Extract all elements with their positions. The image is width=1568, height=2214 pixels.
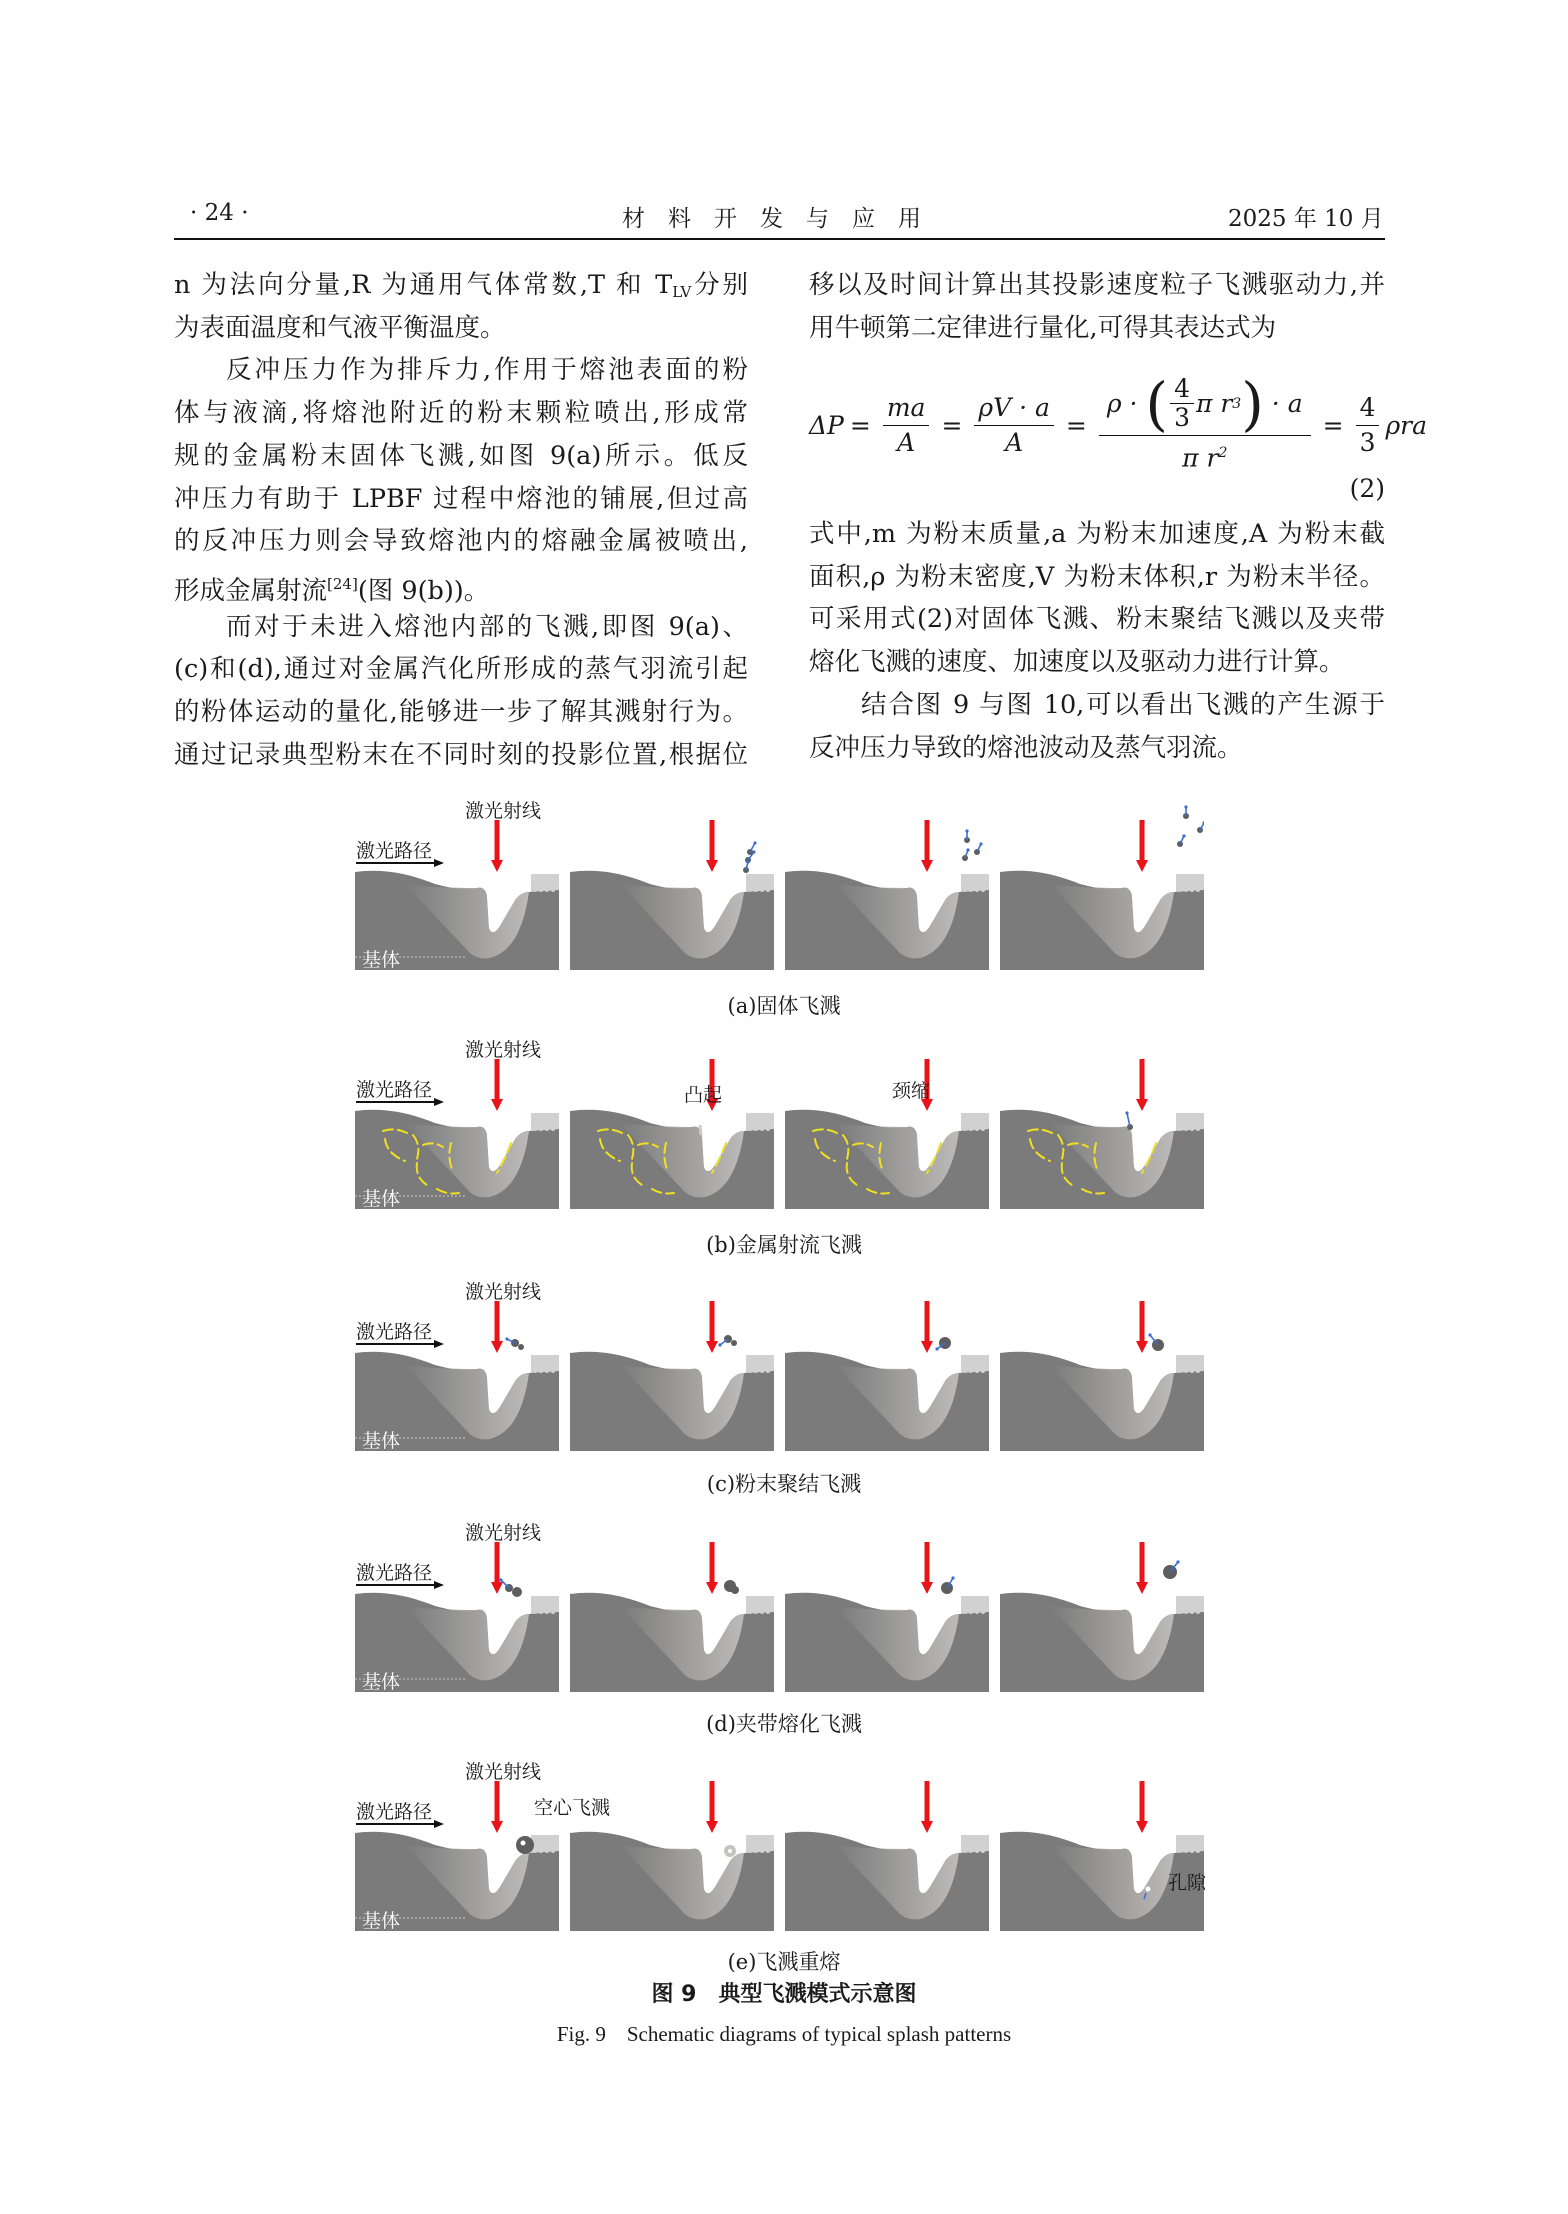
exponent: 2 xyxy=(1218,444,1228,461)
arrow-head xyxy=(434,1340,444,1348)
laser-beam xyxy=(925,1542,930,1584)
arrow-head xyxy=(434,1581,444,1589)
fraction-4 xyxy=(1356,391,1380,460)
panel-4-1 xyxy=(570,1761,774,1931)
page-number: · 24 · xyxy=(190,200,249,226)
velocity-arrow-head xyxy=(1148,1333,1151,1336)
laser-arrow-head xyxy=(1136,1099,1148,1111)
substrate-label: 基体 xyxy=(362,1188,401,1210)
laser-arrow-head xyxy=(1136,860,1148,872)
velocity-arrow-head xyxy=(499,1578,502,1581)
text-line xyxy=(809,267,1385,303)
powder-bed xyxy=(1176,1596,1204,1614)
arrow-head xyxy=(434,1820,444,1828)
panel-4-3 xyxy=(1000,1761,1207,1931)
issue-date: 2025 年 10 月 xyxy=(1228,206,1384,232)
velocity-arrow-head xyxy=(746,860,749,863)
pore-label: 孔隙 xyxy=(1168,1872,1207,1894)
equals: = xyxy=(849,410,871,440)
powder-bed xyxy=(531,1355,559,1373)
laser-arrow-head xyxy=(706,1821,718,1833)
laser-beam xyxy=(495,1301,500,1343)
num-part: π r xyxy=(1195,389,1233,419)
laser-arrow-head xyxy=(706,1582,718,1594)
velocity-arrow-head xyxy=(966,848,969,851)
citation: [24] xyxy=(327,574,358,593)
figure-title: 图 9 典型飞溅模式示意图 xyxy=(651,1982,917,2007)
text-line xyxy=(809,516,1385,552)
text-line xyxy=(226,609,748,645)
powder-bed xyxy=(1176,874,1204,892)
fraction-2 xyxy=(974,391,1054,460)
header-rule xyxy=(174,238,1385,240)
num-part: ρ · xyxy=(1106,389,1146,419)
panel-2-2 xyxy=(785,1281,989,1451)
den-part: π r xyxy=(1182,443,1219,473)
pore xyxy=(1146,1887,1151,1892)
velocity-arrow-head xyxy=(505,1337,508,1340)
laser-beam xyxy=(1140,1542,1145,1584)
particle xyxy=(731,1340,737,1346)
arrow-head xyxy=(434,1098,444,1106)
line-text: 式中,m 为粉末质量,a 为粉末加速度,A 为粉末截 xyxy=(809,519,1385,549)
text-line xyxy=(174,310,748,346)
line-text: 结合图 9 与图 10,可以看出飞溅的产生源于 xyxy=(861,689,1385,720)
text-line xyxy=(861,687,1385,723)
numerator: ρV · a xyxy=(974,391,1054,426)
powder-bed xyxy=(746,1355,774,1373)
numerator: ma xyxy=(883,391,930,426)
text-line xyxy=(226,352,748,388)
numerator xyxy=(1099,369,1311,438)
laser-beam-label: 激光射线 xyxy=(465,1039,542,1061)
laser-arrow-head xyxy=(1136,1582,1148,1594)
laser-beam xyxy=(710,820,715,862)
laser-path-arrow xyxy=(356,858,446,868)
laser-beam xyxy=(710,1542,715,1584)
panel-2-3 xyxy=(1000,1281,1204,1451)
powder-bed xyxy=(961,874,989,892)
laser-arrow-head xyxy=(491,1582,503,1594)
journal-name: 材 料 开 发 与 应 用 xyxy=(622,206,921,232)
laser-arrow-head xyxy=(491,1821,503,1833)
laser-path-label: 激光路径 xyxy=(356,1562,433,1584)
substrate-label: 基体 xyxy=(362,1671,401,1693)
text-line xyxy=(174,438,748,474)
powder-bed xyxy=(961,1596,989,1614)
line-text: 熔化飞溅的速度、加速度以及驱动力进行计算。 xyxy=(809,647,1345,678)
laser-arrow-head xyxy=(921,1582,933,1594)
powder-bed xyxy=(1176,1113,1204,1131)
line-text: 通过记录典型粉末在不同时刻的投影位置,根据位 xyxy=(174,739,748,770)
laser-path-label: 激光路径 xyxy=(356,1801,433,1823)
laser-path-label: 激光路径 xyxy=(356,1321,433,1343)
velocity-arrow-head xyxy=(979,842,982,845)
text-line xyxy=(174,267,748,303)
paren-close: ) xyxy=(1241,369,1264,438)
subscript: LV xyxy=(672,283,692,301)
panel-3-3 xyxy=(1000,1522,1204,1692)
laser-beam-label: 激光射线 xyxy=(465,800,542,822)
text-line xyxy=(174,523,748,559)
subfigure-caption: (d)夹带熔化飞溅 xyxy=(706,1712,862,1736)
laser-beam xyxy=(925,820,930,862)
powder-bed xyxy=(746,874,774,892)
velocity-arrow-head xyxy=(753,841,756,844)
laser-path-arrow xyxy=(356,1580,446,1590)
line-text: 用牛顿第二定律进行量化,可得其表达式为 xyxy=(809,312,1277,343)
equals: = xyxy=(1065,410,1087,440)
numerator: 4 xyxy=(1170,375,1194,404)
laser-beam xyxy=(1140,1781,1145,1823)
powder-bed xyxy=(1176,1355,1204,1373)
text-line xyxy=(174,566,748,606)
line-text: (图 9(b))。 xyxy=(357,575,490,606)
text-line xyxy=(809,644,1385,680)
text-line xyxy=(174,395,748,431)
line-text: 冲压力有助于 LPBF 过程中熔池的铺展,但过高 xyxy=(174,483,748,514)
denominator: A xyxy=(1005,427,1024,457)
line-text: 可采用式(2)对固体飞溅、粉末聚结飞溅以及夹带 xyxy=(809,604,1385,635)
laser-arrow-head xyxy=(921,860,933,872)
text-line xyxy=(174,737,748,773)
necking-label: 颈缩 xyxy=(892,1080,931,1102)
bulge xyxy=(700,1125,701,1135)
formula-lhs: ΔP xyxy=(809,410,844,440)
velocity-arrow-head xyxy=(1184,805,1187,808)
laser-beam xyxy=(1140,820,1145,862)
laser-beam xyxy=(1140,1059,1145,1101)
line-text: 形成金属射流 xyxy=(174,575,328,606)
velocity-arrow-head xyxy=(1176,1560,1179,1563)
hollow-core xyxy=(728,1849,732,1853)
panel-3-1 xyxy=(570,1522,774,1692)
fraction-3 xyxy=(1099,369,1311,475)
powder-bed xyxy=(961,1355,989,1373)
text-line xyxy=(174,651,748,687)
line-text: 规的金属粉末固体飞溅,如图 9(a)所示。低反 xyxy=(174,440,748,471)
substrate-label: 基体 xyxy=(362,1910,401,1932)
laser-path-arrow xyxy=(356,1097,446,1107)
velocity-arrow-head xyxy=(718,1343,721,1346)
subfigure-caption: (c)粉末聚结飞溅 xyxy=(706,1472,862,1496)
line-text: (c)和(d),通过对金属汽化所形成的蒸气羽流引起 xyxy=(174,654,748,685)
equals: = xyxy=(941,410,963,440)
laser-arrow-head xyxy=(921,1821,933,1833)
laser-beam xyxy=(495,820,500,862)
line-text: 面积,ρ 为粉末密度,V 为粉末体积,r 为粉末半径。 xyxy=(809,561,1385,592)
particle xyxy=(731,1586,739,1594)
num-part: · a xyxy=(1263,389,1303,419)
hollow-splash-label: 空心飞溅 xyxy=(534,1797,611,1819)
laser-arrow-head xyxy=(706,1341,718,1353)
particle xyxy=(518,1344,524,1350)
text-line xyxy=(809,310,1385,346)
powder-bed xyxy=(531,1835,559,1853)
panel-3-2 xyxy=(785,1522,989,1692)
equals: = xyxy=(1322,410,1344,440)
line-text: 体与液滴,将熔池附近的粉末颗粒喷出,形成常 xyxy=(174,398,748,429)
laser-beam xyxy=(1140,1301,1145,1343)
laser-path-label: 激光路径 xyxy=(356,1079,433,1101)
panel-0-1 xyxy=(570,800,774,970)
exponent: 3 xyxy=(1232,395,1242,412)
denominator: 3 xyxy=(1359,427,1376,457)
powder-bed xyxy=(961,1835,989,1853)
equation-2 xyxy=(809,355,1427,495)
laser-path-label: 激光路径 xyxy=(356,840,433,862)
velocity-arrow-head xyxy=(951,1576,954,1579)
equation-number: (2) xyxy=(1349,474,1385,503)
velocity-arrow-head xyxy=(1125,1111,1128,1114)
panel-0-2 xyxy=(785,800,989,970)
hollow-core xyxy=(521,1841,526,1846)
powder-bed xyxy=(746,1835,774,1853)
hollow-splash xyxy=(516,1836,534,1854)
velocity-arrow-head xyxy=(965,829,968,832)
panel-1-3 xyxy=(1000,1039,1204,1209)
laser-beam xyxy=(710,1781,715,1823)
laser-arrow-head xyxy=(706,860,718,872)
denominator: 3 xyxy=(1174,403,1190,433)
substrate-label: 基体 xyxy=(362,1430,401,1452)
laser-beam-label: 激光射线 xyxy=(465,1761,542,1783)
arrow-head xyxy=(434,859,444,867)
text-line xyxy=(809,559,1385,595)
velocity-arrow-head xyxy=(935,1347,938,1350)
text-line xyxy=(174,481,748,517)
laser-beam-label: 激光射线 xyxy=(465,1281,542,1303)
velocity-arrow-head xyxy=(1182,834,1185,837)
panel-1-2 xyxy=(785,1039,989,1209)
laser-arrow-head xyxy=(491,1099,503,1111)
laser-beam xyxy=(495,1059,500,1101)
powder-bed xyxy=(531,1596,559,1614)
panel-1-1 xyxy=(570,1039,774,1209)
laser-arrow-head xyxy=(921,1341,933,1353)
particle xyxy=(512,1587,522,1597)
panel-2-1 xyxy=(570,1281,774,1451)
laser-beam-label: 激光射线 xyxy=(465,1522,542,1544)
fraction-1 xyxy=(883,391,930,460)
laser-beam xyxy=(495,1542,500,1584)
inner-fraction xyxy=(1170,375,1194,432)
powder-bed xyxy=(531,874,559,892)
line-text: 移以及时间计算出其投影速度粒子飞溅驱动力,并 xyxy=(809,270,1385,300)
line-text: 反冲压力导致的熔池波动及蒸气羽流。 xyxy=(809,732,1243,763)
text-line xyxy=(809,601,1385,637)
powder-bed xyxy=(746,1113,774,1131)
powder-bed xyxy=(1176,1835,1204,1853)
bulge-label: 凸起 xyxy=(684,1084,723,1106)
denominator: A xyxy=(897,427,916,457)
figure-title-en: Fig. 9 Schematic diagrams of typical splash patterns xyxy=(556,2022,1012,2046)
laser-beam xyxy=(495,1781,500,1823)
line-text: 为表面温度和气液平衡温度。 xyxy=(174,312,506,343)
laser-beam xyxy=(710,1301,715,1343)
line-text: 反冲压力作为排斥力,作用于熔池表面的粉 xyxy=(226,355,748,386)
laser-arrow-head xyxy=(1136,1341,1148,1353)
laser-beam xyxy=(925,1781,930,1823)
paren-open: ( xyxy=(1145,369,1169,438)
formula-tail: ρra xyxy=(1385,410,1428,440)
laser-arrow-head xyxy=(1136,1821,1148,1833)
line-text: n 为法向分量,R 为通用气体常数,T 和 T xyxy=(174,270,673,300)
laser-beam xyxy=(925,1301,930,1343)
hollow-core xyxy=(941,1857,946,1862)
laser-arrow-head xyxy=(491,1341,503,1353)
subfigure-caption: (e)飞溅重熔 xyxy=(727,1950,841,1974)
text-line xyxy=(174,694,748,730)
line-text: 分别 xyxy=(691,270,748,300)
substrate-label: 基体 xyxy=(362,949,401,971)
powder-bed xyxy=(961,1113,989,1131)
panel-0-3 xyxy=(1000,800,1204,970)
velocity-arrow xyxy=(501,1580,509,1588)
line-text: 的粉体运动的量化,能够进一步了解其溅射行为。 xyxy=(174,697,748,727)
line-text: 的反冲压力则会导致熔池内的熔融金属被喷出, xyxy=(174,526,748,557)
text-line xyxy=(809,730,1385,766)
laser-path-arrow xyxy=(356,1819,446,1829)
subfigure-caption: (b)金属射流飞溅 xyxy=(706,1233,862,1257)
panel-4-2 xyxy=(785,1761,989,1931)
numerator: 4 xyxy=(1356,391,1380,426)
laser-path-arrow xyxy=(356,1339,446,1349)
laser-arrow-head xyxy=(491,860,503,872)
subfigure-caption: (a)固体飞溅 xyxy=(727,994,841,1018)
powder-bed xyxy=(531,1113,559,1131)
line-text: 而对于未进入熔池内部的飞溅,即图 9(a)、 xyxy=(226,611,748,642)
denominator xyxy=(1182,436,1227,475)
powder-bed xyxy=(746,1596,774,1614)
